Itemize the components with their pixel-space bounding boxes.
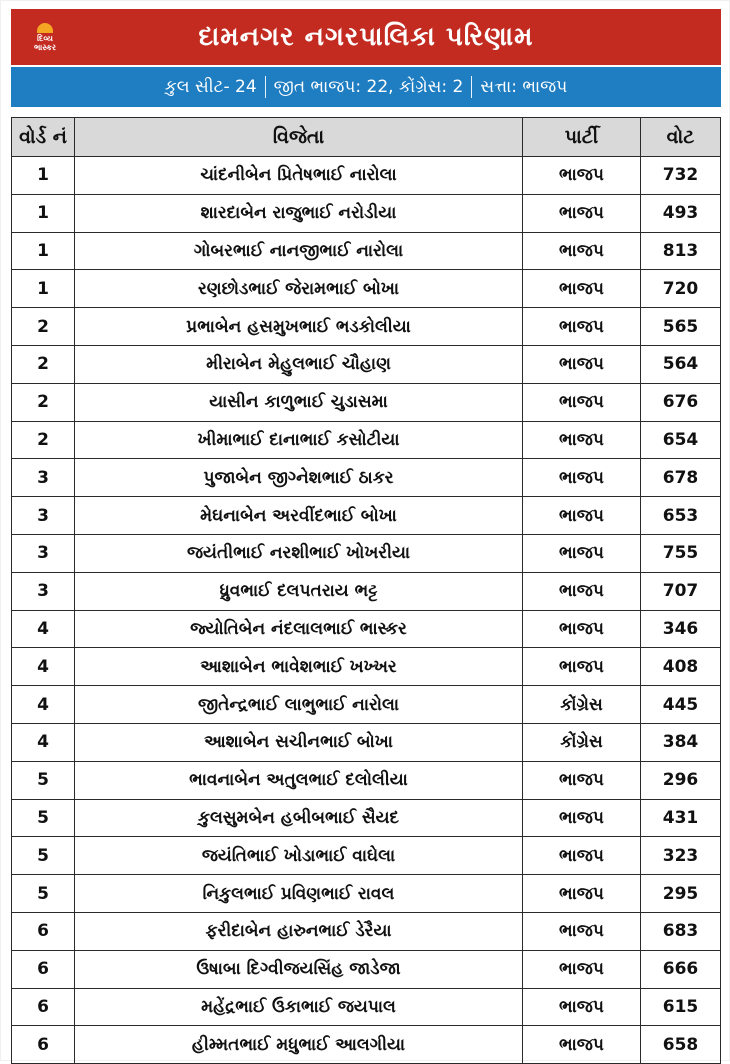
summary-bar (11, 67, 721, 107)
cell-winner: રણછોડભાઈ જેરામભાઈ બોખા (75, 270, 523, 308)
header-ward: વોર્ડ નં (12, 118, 75, 157)
cell-winner: હીમ્મતભાઈ મધુભાઈ આલગીયા (75, 1026, 523, 1064)
cell-winner: ફરીદાબેન હારુનભાઈ ડેરૈયા (75, 912, 523, 950)
separator (471, 76, 472, 98)
table-row (12, 1026, 721, 1064)
cell-votes: 564 (641, 345, 721, 383)
cell-votes: 615 (641, 988, 721, 1026)
header-winner: વિજેતા (75, 118, 523, 157)
table-row (12, 345, 721, 383)
cell-party: ભાજપ (523, 232, 641, 270)
cell-ward: 2 (12, 345, 75, 383)
table-row (12, 610, 721, 648)
cell-votes: 755 (641, 534, 721, 572)
header-votes: વોટ (641, 118, 721, 157)
cell-ward: 5 (12, 875, 75, 913)
cell-winner: જીતેન્દ્રભાઈ લાભુભાઈ નારોલા (75, 686, 523, 724)
logo-text-line2: ભાસ્કર (33, 42, 57, 52)
cell-winner: કુલસુમબેન હબીબભાઈ સૈયદ (75, 799, 523, 837)
cell-winner: નિકુલભાઈ પ્રવિણભાઈ રાવલ (75, 875, 523, 913)
cell-votes: 683 (641, 912, 721, 950)
cell-party: ભાજપ (523, 308, 641, 346)
divya-bhaskar-logo (17, 17, 73, 57)
cell-ward: 3 (12, 497, 75, 535)
cell-ward: 5 (12, 761, 75, 799)
cell-party: ભાજપ (523, 572, 641, 610)
cell-ward: 2 (12, 421, 75, 459)
cell-winner: આશાબેન સચીનભાઈ બોખા (75, 723, 523, 761)
cell-winner: શારદાબેન રાજુભાઈ નરોડીયા (75, 194, 523, 232)
cell-party: ભાજપ (523, 345, 641, 383)
cell-party: ભાજપ (523, 950, 641, 988)
table-row (12, 497, 721, 535)
cell-ward: 4 (12, 686, 75, 724)
table-row (12, 950, 721, 988)
cell-party: ભાજપ (523, 610, 641, 648)
cell-ward: 6 (12, 1026, 75, 1064)
cell-ward: 4 (12, 723, 75, 761)
cell-winner: આશાબેન ભાવેશભાઈ ખખ્ખર (75, 648, 523, 686)
cell-winner: પ્રભાબેન હસમુખભાઈ ભડકોલીયા (75, 308, 523, 346)
table-row (12, 572, 721, 610)
cell-winner: ગોબરભાઈ નાનજીભાઈ નારોલા (75, 232, 523, 270)
power-party: સત્તા: ભાજપ (480, 77, 568, 97)
cell-ward: 1 (12, 270, 75, 308)
cell-party: ભાજપ (523, 648, 641, 686)
cell-party: ભાજપ (523, 534, 641, 572)
table-row (12, 648, 721, 686)
cell-ward: 2 (12, 308, 75, 346)
table-row (12, 837, 721, 875)
cell-votes: 493 (641, 194, 721, 232)
cell-party: ભાજપ (523, 799, 641, 837)
cell-party: ભાજપ (523, 837, 641, 875)
cell-votes: 732 (641, 157, 721, 195)
cell-party: ભાજપ (523, 1026, 641, 1064)
cell-winner: ચાંદનીબેન પ્રિતેષભાઈ નારોલા (75, 157, 523, 195)
cell-winner: ખીમાભાઈ દાનાભાઈ કસોટીયા (75, 421, 523, 459)
cell-ward: 2 (12, 383, 75, 421)
cell-party: કોંગ્રેસ (523, 686, 641, 724)
cell-winner: જ્યોતિબેન નંદલાલભાઈ ભાસ્કર (75, 610, 523, 648)
table-row (12, 875, 721, 913)
cell-party: કોંગ્રેસ (523, 723, 641, 761)
table-row (12, 194, 721, 232)
cell-party: ભાજપ (523, 157, 641, 195)
table-row (12, 232, 721, 270)
separator (265, 76, 266, 98)
cell-winner: મહેંદ્રભાઈ ઉકાભાઈ જયપાલ (75, 988, 523, 1026)
logo-text-line1: દિવ્ય (37, 33, 53, 43)
cell-ward: 6 (12, 988, 75, 1026)
cell-party: ભાજપ (523, 912, 641, 950)
cell-ward: 1 (12, 194, 75, 232)
cell-ward: 4 (12, 648, 75, 686)
table-row (12, 686, 721, 724)
cell-ward: 3 (12, 534, 75, 572)
cell-votes: 676 (641, 383, 721, 421)
table-row (12, 459, 721, 497)
cell-ward: 6 (12, 950, 75, 988)
cell-votes: 384 (641, 723, 721, 761)
cell-votes: 666 (641, 950, 721, 988)
table-row (12, 534, 721, 572)
cell-votes: 653 (641, 497, 721, 535)
cell-votes: 678 (641, 459, 721, 497)
cell-ward: 3 (12, 572, 75, 610)
cell-party: ભાજપ (523, 421, 641, 459)
cell-votes: 707 (641, 572, 721, 610)
cell-ward: 6 (12, 912, 75, 950)
page-title: દામનગર નગરપાલિકા પરિણામ (198, 21, 534, 52)
cell-winner: પુજાબેન જીગ્નેશભાઈ ઠાકર (75, 459, 523, 497)
cell-party: ભાજપ (523, 497, 641, 535)
cell-winner: જયંતિભાઈ ખોડાભાઈ વાઘેલા (75, 837, 523, 875)
cell-votes: 346 (641, 610, 721, 648)
total-seats: કુલ સીટ- 24 (164, 77, 257, 97)
cell-ward: 3 (12, 459, 75, 497)
table-row (12, 157, 721, 195)
cell-ward: 4 (12, 610, 75, 648)
table-row (12, 723, 721, 761)
table-row (12, 308, 721, 346)
results-table (11, 117, 721, 1064)
cell-votes: 565 (641, 308, 721, 346)
cell-ward: 1 (12, 232, 75, 270)
table-row (12, 270, 721, 308)
cell-party: ભાજપ (523, 194, 641, 232)
cell-party: ભાજપ (523, 270, 641, 308)
cell-votes: 813 (641, 232, 721, 270)
table-row (12, 799, 721, 837)
cell-winner: મેઘનાબેન અરવીંદભાઈ બોખા (75, 497, 523, 535)
cell-party: ભાજપ (523, 383, 641, 421)
table-row (12, 912, 721, 950)
cell-votes: 323 (641, 837, 721, 875)
cell-votes: 408 (641, 648, 721, 686)
header-party: પાર્ટી (523, 118, 641, 157)
title-bar (11, 9, 721, 65)
cell-winner: જયંતીભાઈ નરશીભાઈ ખોખરીયા (75, 534, 523, 572)
cell-votes: 296 (641, 761, 721, 799)
cell-party: ભાજપ (523, 988, 641, 1026)
won-seats: જીત ભાજપ: 22, કોંગ્રેસ: 2 (273, 77, 464, 97)
cell-winner: ઉષાબા દિગ્વીજયસિંહ જાડેજા (75, 950, 523, 988)
table-row (12, 988, 721, 1026)
cell-winner: ભાવનાબેન અતુલભાઈ દલોલીયા (75, 761, 523, 799)
cell-winner: ધ્રુવભાઈ દલપતરાય ભટ્ટ (75, 572, 523, 610)
cell-ward: 1 (12, 157, 75, 195)
table-header-row (12, 118, 721, 157)
cell-winner: યાસીન કાળુભાઈ ચુડાસમા (75, 383, 523, 421)
table-row (12, 421, 721, 459)
cell-party: ભાજપ (523, 875, 641, 913)
cell-winner: મીરાબેન મેહુલભાઈ ચૌહાણ (75, 345, 523, 383)
sun-icon (37, 23, 53, 33)
cell-votes: 720 (641, 270, 721, 308)
table-row (12, 383, 721, 421)
cell-votes: 445 (641, 686, 721, 724)
cell-votes: 658 (641, 1026, 721, 1064)
cell-ward: 5 (12, 837, 75, 875)
table-row (12, 761, 721, 799)
cell-party: ભાજપ (523, 459, 641, 497)
cell-votes: 431 (641, 799, 721, 837)
cell-votes: 295 (641, 875, 721, 913)
cell-votes: 654 (641, 421, 721, 459)
cell-party: ભાજપ (523, 761, 641, 799)
cell-ward: 5 (12, 799, 75, 837)
